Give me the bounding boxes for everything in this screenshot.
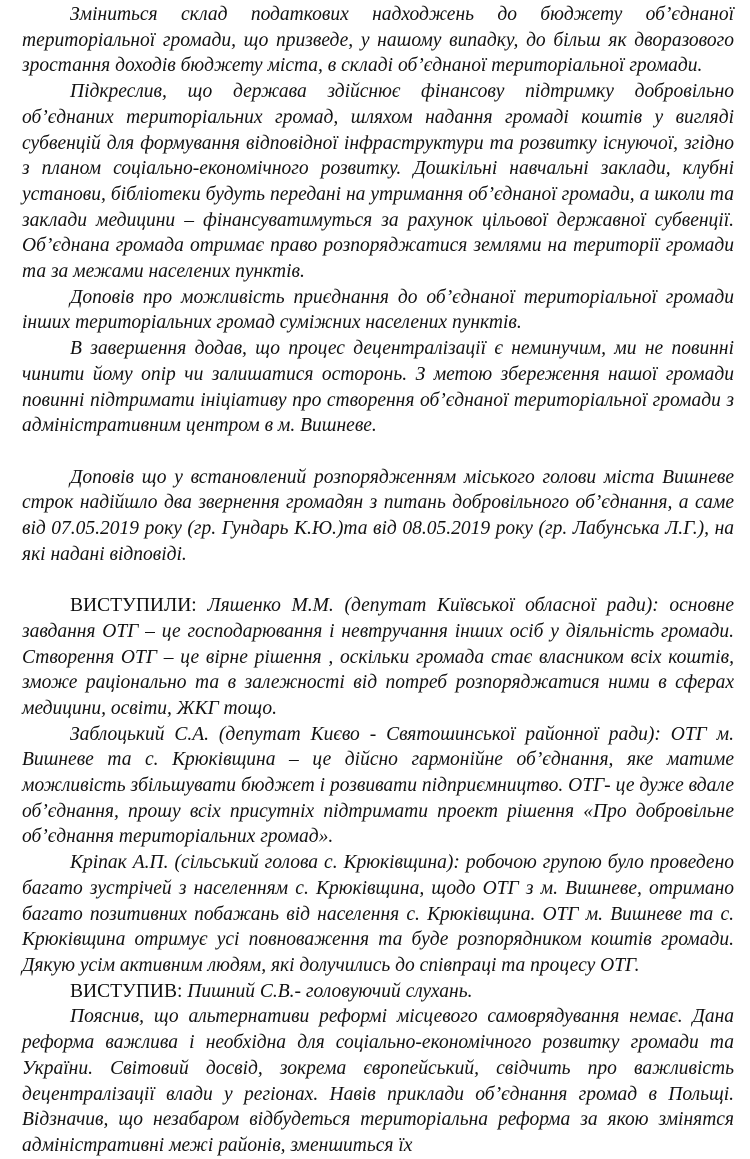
blank-line	[22, 567, 734, 593]
paragraph-citizen-appeals	[22, 465, 734, 568]
paragraph-tax-revenue	[22, 2, 734, 79]
speaker-label: ВИСТУПИВ:	[70, 980, 188, 1002]
paragraph-kripak	[22, 850, 734, 979]
paragraph-reform-explanation	[22, 1004, 734, 1158]
paragraph-text: В завершення додав, що процес децентралізації є неминучим, ми не повинні чинити йому опір чи залишатися осторонь. З метою збереження нашої громади повинні підтримати ініціативу про створення об’єднаної територіальної громади з адміністративним центром в м. Вишневе.	[22, 338, 734, 437]
paragraph-speaker-pyshnyi	[22, 979, 734, 1005]
paragraph-text: Доповів про можливість приєднання до об’єднаної територіальної громади інших територіальних громад суміжних населених пунктів.	[22, 286, 734, 334]
paragraph-text: Пишний С.В.- головуючий слухань.	[187, 980, 473, 1002]
paragraph-text: Заблоцький С.А. (депутат Києво - Святошинської районної ради): ОТГ м. Вишневе та с. Крюківщина – це дійсно гармонійне об’єднання, яке матиме можливість збільшувати бюджет і розвивати підприємництво. ОТГ- це дуже вдале об’єднання, прошу всіх присутніх підтримати проект рішення «Про добровільне об’єднання територіальних громад».	[22, 723, 734, 848]
paragraph-decentralization	[22, 336, 734, 439]
paragraph-text: Пояснив, що альтернативи реформі місцевого самоврядування немає. Дана реформа важлива і необхідна для соціально-економічного розвитку громади та України. Світовий досвід, зокрема європейський, свідчить про важливість децентралізації влади у регіонах. Навів приклади об’єднання громад в Польщі. Відзначив, що незабаром відбудеться територіальна реформа за якою змінятся адміністративні межі районів, зменшиться їх	[22, 1006, 734, 1156]
document-body	[22, 2, 734, 1159]
paragraph-joining-communities	[22, 285, 734, 336]
paragraph-text: Доповів що у встановлений розпорядженням міського голови міста Вишневе строк надійшло два звернення громадян з питань добровільного об’єднання, а саме від 07.05.2019 року (гр. Гундарь К.Ю.)та від 08.05.2019 року (гр. Лабунська Л.Г.), на які надані відповіді.	[22, 466, 734, 565]
paragraph-text: Підкреслив, що держава здійснює фінансову підтримку добровільно об’єднаних територіальних громад, шляхом надання громаді коштів у вигляді субвенцій для формування відповідної інфраструктури та розвитку існуючої, згідно з планом соціально-економічного розвитку. Дошкільні навчальні заклади, клубні установи, бібліотеки будуть передані на утримання об’єднаної громади, а школи та заклади медицини – фінансуватимуться за рахунок цільової державної субвенції. Об’єднана громада отримає право розпоряджатися землями на території громади та за межами населених пунктів.	[22, 81, 734, 283]
paragraph-text: Ляшенко М.М. (депутат Київської обласної ради): основне завдання ОТГ – це господарювання і невтручання інших осіб у діяльність громади. Створення ОТГ – це вірне рішення , оскільки громада стає власником всіх коштів, зможе раціонально та в залежності від потреб розпоряджатися ними в сферах медицини, освіти, ЖКГ тощо.	[22, 595, 735, 719]
speakers-label: ВИСТУПИЛИ:	[70, 595, 208, 617]
paragraph-text: Кріпак А.П. (сільський голова с. Крюківщина): робочою групою було проведено багато зустрічей з населенням с. Крюківщина, щодо ОТГ з м. Вишневе, отримано багато позитивних побажань від населення с. Крюківщина. ОТГ м. Вишневе та с. Крюківщина отримує усі повноваження та буде розпорядником коштів громади. Дякую усім активним людям, які долучились до співпраці та процесу ОТГ.	[22, 852, 734, 976]
paragraph-state-support	[22, 79, 734, 285]
blank-line	[22, 439, 734, 465]
paragraph-zablotsky	[22, 722, 734, 851]
paragraph-speakers-lyashenko	[22, 593, 734, 722]
paragraph-text: Зміниться склад податкових надходжень до бюджету об’єднаної територіальної громади, що призведе, у нашому випадку, до більш як дворазового зростання доходів бюджету міста, в складі об’єднаної територіальної громади.	[22, 4, 734, 77]
